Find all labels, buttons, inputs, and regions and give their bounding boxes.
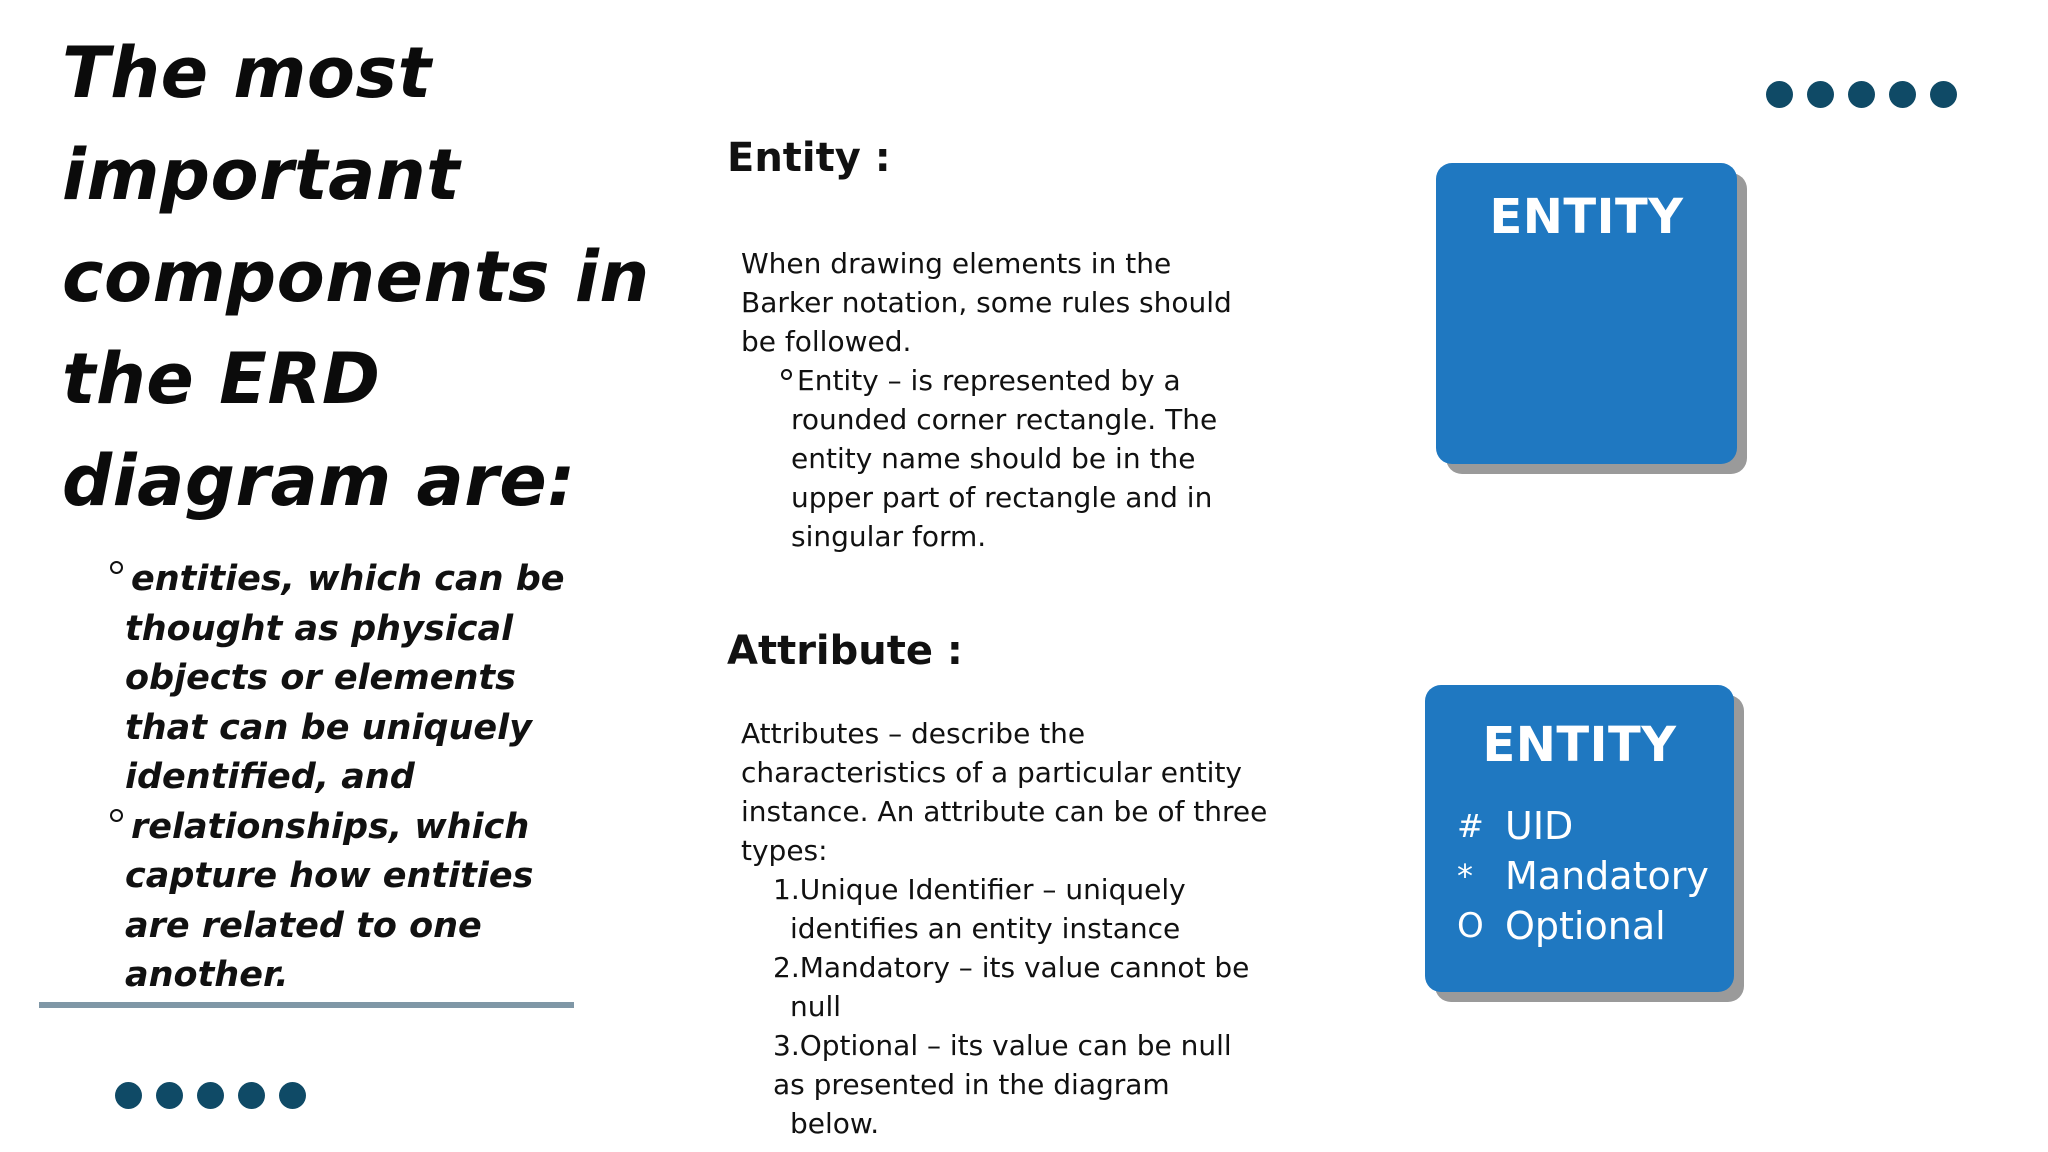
text-line: types:: [741, 834, 828, 867]
text-line: below.: [790, 1107, 880, 1140]
text-line: instance. An attribute can be of three: [741, 795, 1268, 828]
text-line: singular form.: [791, 520, 987, 553]
dot-icon: [197, 1082, 224, 1109]
text-line: Barker notation, some rules should: [741, 286, 1232, 319]
dot-icon: [1889, 81, 1916, 108]
page-title-line: The most: [62, 32, 432, 114]
entity-name: ENTITY: [1489, 189, 1684, 245]
attribute-label: UID: [1505, 804, 1574, 848]
entity-intro: [741, 244, 1232, 361]
page-title-line: the ERD: [62, 338, 381, 420]
decorative-dots-bottom: [115, 1082, 306, 1109]
dot-icon: [1930, 81, 1957, 108]
list-item-line: capture how entities: [125, 856, 534, 896]
text-line: identifies an entity instance: [790, 912, 1181, 945]
components-list: [110, 555, 565, 1001]
text-line: as presented in the diagram: [773, 1068, 1170, 1101]
list-item-line: another.: [125, 955, 289, 995]
text-line: Entity – is represented by a: [781, 361, 1217, 400]
list-item-line: relationships, which: [110, 803, 530, 853]
list-item-line: thought as physical: [125, 608, 514, 649]
asterisk-symbol-icon: *: [1457, 857, 1473, 895]
text-line: entity name should be in the: [791, 442, 1196, 475]
page-title-line: diagram are:: [62, 440, 576, 522]
page-title-line: important: [62, 134, 461, 216]
list-item-line: identified, and: [125, 757, 415, 797]
entity-rule-bullet: [781, 361, 1217, 556]
decorative-dots-top: [1766, 81, 1957, 108]
text-line: null: [790, 990, 842, 1023]
list-item-line: entities, which can be: [110, 555, 530, 605]
attribute-row-uid: [1457, 801, 1709, 851]
circle-symbol-icon: O: [1457, 906, 1484, 946]
text-line: upper part of rectangle and in: [791, 481, 1213, 514]
page-title-line: components in: [62, 236, 650, 318]
attribute-row-mandatory: [1457, 851, 1709, 901]
attribute-label: Mandatory: [1505, 854, 1709, 898]
list-item-entities: [110, 555, 565, 803]
attribute-rows: [1457, 801, 1709, 951]
attribute-label: Optional: [1505, 904, 1666, 948]
list-item-line: are related to one: [125, 905, 482, 946]
dot-icon: [1848, 81, 1875, 108]
dot-icon: [115, 1082, 142, 1109]
attribute-heading: Attribute :: [727, 628, 963, 674]
text-line: When drawing elements in the: [741, 247, 1172, 280]
text-line: 2.Mandatory – its value cannot be: [773, 951, 1250, 984]
dot-icon: [279, 1082, 306, 1109]
text-line: Attributes – describe the: [741, 717, 1086, 750]
dot-icon: [1766, 81, 1793, 108]
hash-symbol-icon: #: [1457, 807, 1484, 845]
text-line: be followed.: [741, 325, 912, 358]
dot-icon: [1807, 81, 1834, 108]
attribute-types-list: [773, 870, 1249, 1143]
dot-icon: [238, 1082, 265, 1109]
attribute-intro: [741, 714, 1267, 870]
text-line: rounded corner rectangle. The: [791, 403, 1218, 436]
text-line: 3.Optional – its value can be null: [773, 1029, 1232, 1062]
page-title: [62, 22, 650, 532]
list-item-line: objects or elements: [125, 658, 516, 698]
entity-attributes-diagram-box: [1425, 685, 1734, 992]
entity-name: ENTITY: [1482, 717, 1677, 773]
text-line: 1.Unique Identifier – uniquely: [773, 873, 1186, 906]
dot-icon: [156, 1082, 183, 1109]
text-line: characteristics of a particular entity: [741, 756, 1243, 789]
list-item-line: that can be uniquely: [125, 707, 532, 748]
entity-diagram-box: [1436, 163, 1737, 464]
entity-heading: Entity :: [727, 135, 891, 181]
list-item-relationships: [110, 803, 534, 1001]
attribute-row-optional: [1457, 901, 1709, 951]
divider-line: [39, 1002, 574, 1008]
